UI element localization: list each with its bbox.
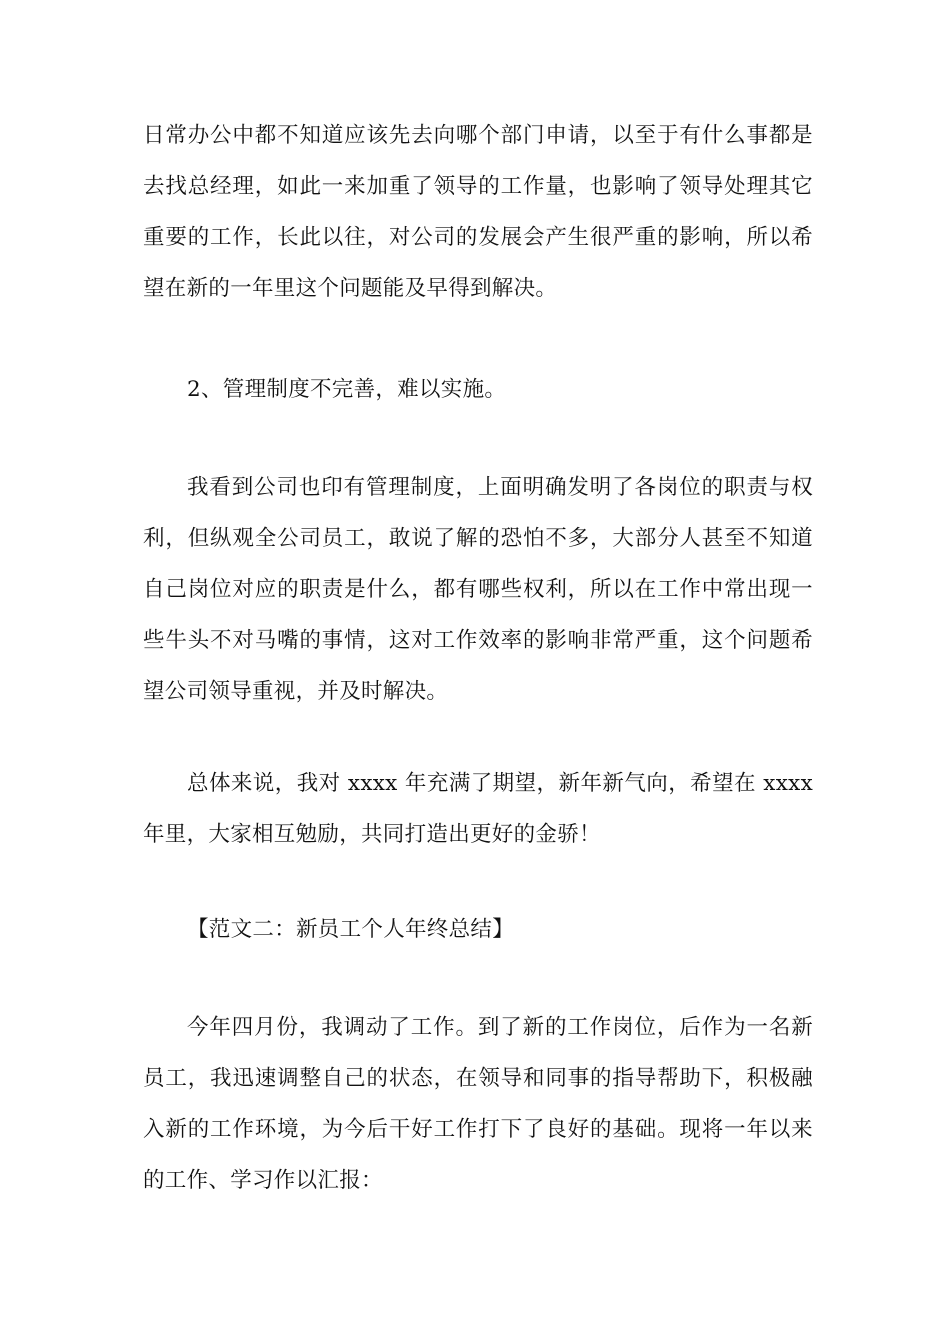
paragraph-management-system: 我看到公司也印有管理制度，上面明确发明了各岗位的职责与权利，但纵观全公司员工，敢说了解的恐怕不多，大部分人甚至不知道自己岗位对应的职责是什么，都有哪些权利，所以在工作中常出现一些牛头不对马嘴的事情，这对工作效率的影响非常严重，这个问题希望公司领导重视，并及时解决。 — [143, 475, 813, 704]
paragraph-new-employee-intro: 今年四月份，我调动了工作。到了新的工作岗位，后作为一名新员工，我迅速调整自己的状态，在领导和同事的指导帮助下，积极融入新的工作环境，为今后干好工作打下了良好的基础。现将一年以来的工作、学习作以汇报： — [143, 1015, 813, 1193]
paragraph-continued: 日常办公中都不知道应该先去向哪个部门申请，以至于有什么事都是去找总经理，如此一来加重了领导的工作量，也影响了领导处理其它重要的工作，长此以往，对公司的发展会产生很严重的影响，所以希望在新的一年里这个问题能及早得到解决。 — [143, 123, 813, 301]
paragraph-summary: 总体来说，我对 xxxx 年充满了期望，新年新气向，希望在 xxxx 年里，大家相互勉励，共同打造出更好的金骄！ — [143, 771, 813, 847]
sample-essay-title: 【范文二：新员工个人年终总结】 — [187, 917, 515, 942]
section-heading-management-system: 2、管理制度不完善，难以实施。 — [187, 377, 507, 402]
